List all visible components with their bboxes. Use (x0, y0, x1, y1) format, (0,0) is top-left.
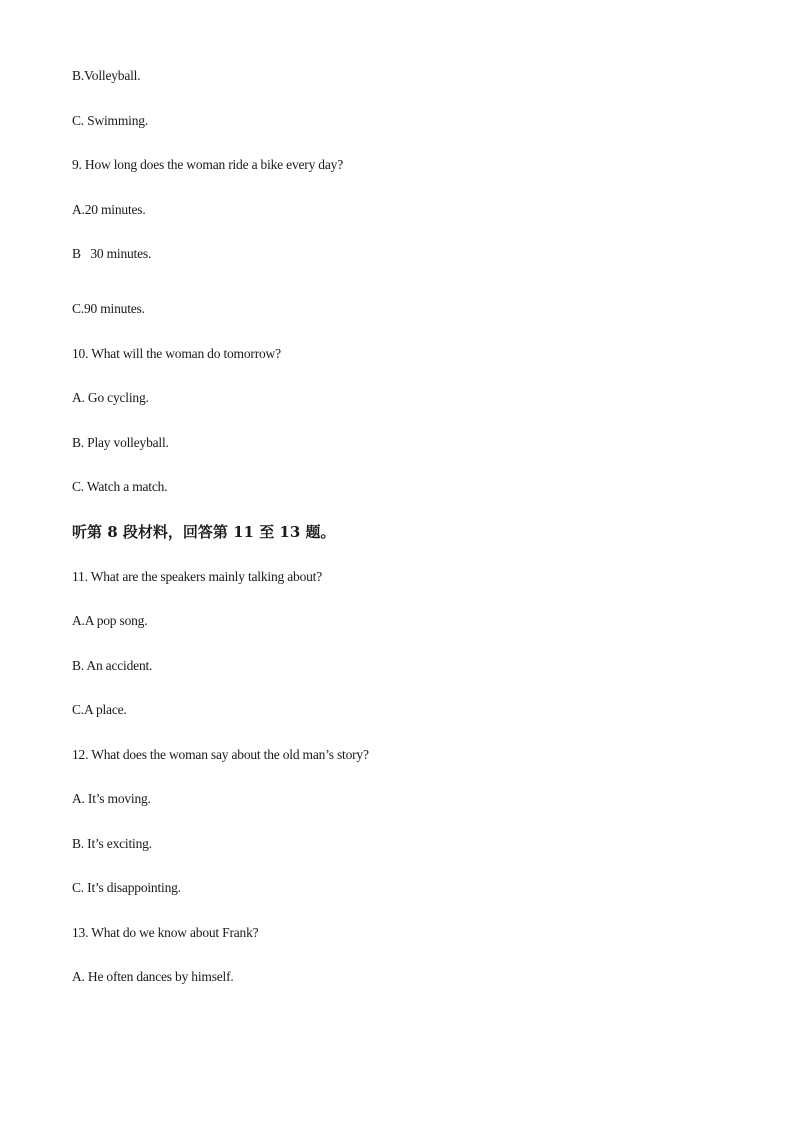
option-q10-c: C. Watch a match. (72, 479, 168, 494)
option-q11-b: B. An accident. (72, 658, 153, 673)
option-q9-b: B 30 minutes. (72, 246, 152, 261)
option-q9-c: C.90 minutes. (72, 301, 145, 316)
option-q9-a: A.20 minutes. (72, 202, 146, 217)
section-heading: 听第 8 段材料，回答第 11 至 13 题。 (72, 523, 336, 541)
question-11: 11. What are the speakers mainly talking about? (72, 569, 323, 584)
option-q13-a: A. He often dances by himself. (72, 969, 234, 984)
question-9: 9. How long does the woman ride a bike every day? (72, 157, 343, 172)
question-12: 12. What does the woman say about the old man’s story? (72, 747, 369, 762)
option-q12-b: B. It’s exciting. (72, 836, 152, 851)
option-q11-a: A.A pop song. (72, 613, 148, 628)
option-q10-b: B. Play volleyball. (72, 435, 169, 450)
option-q11-c: C.A place. (72, 702, 127, 717)
option-q10-a: A. Go cycling. (72, 390, 149, 405)
option-q8-c: C. Swimming. (72, 113, 148, 128)
option-q8-b: B.Volleyball. (72, 68, 141, 83)
question-13: 13. What do we know about Frank? (72, 925, 259, 940)
option-q12-c: C. It’s disappointing. (72, 880, 181, 895)
question-10: 10. What will the woman do tomorrow? (72, 346, 281, 361)
option-q12-a: A. It’s moving. (72, 791, 151, 806)
